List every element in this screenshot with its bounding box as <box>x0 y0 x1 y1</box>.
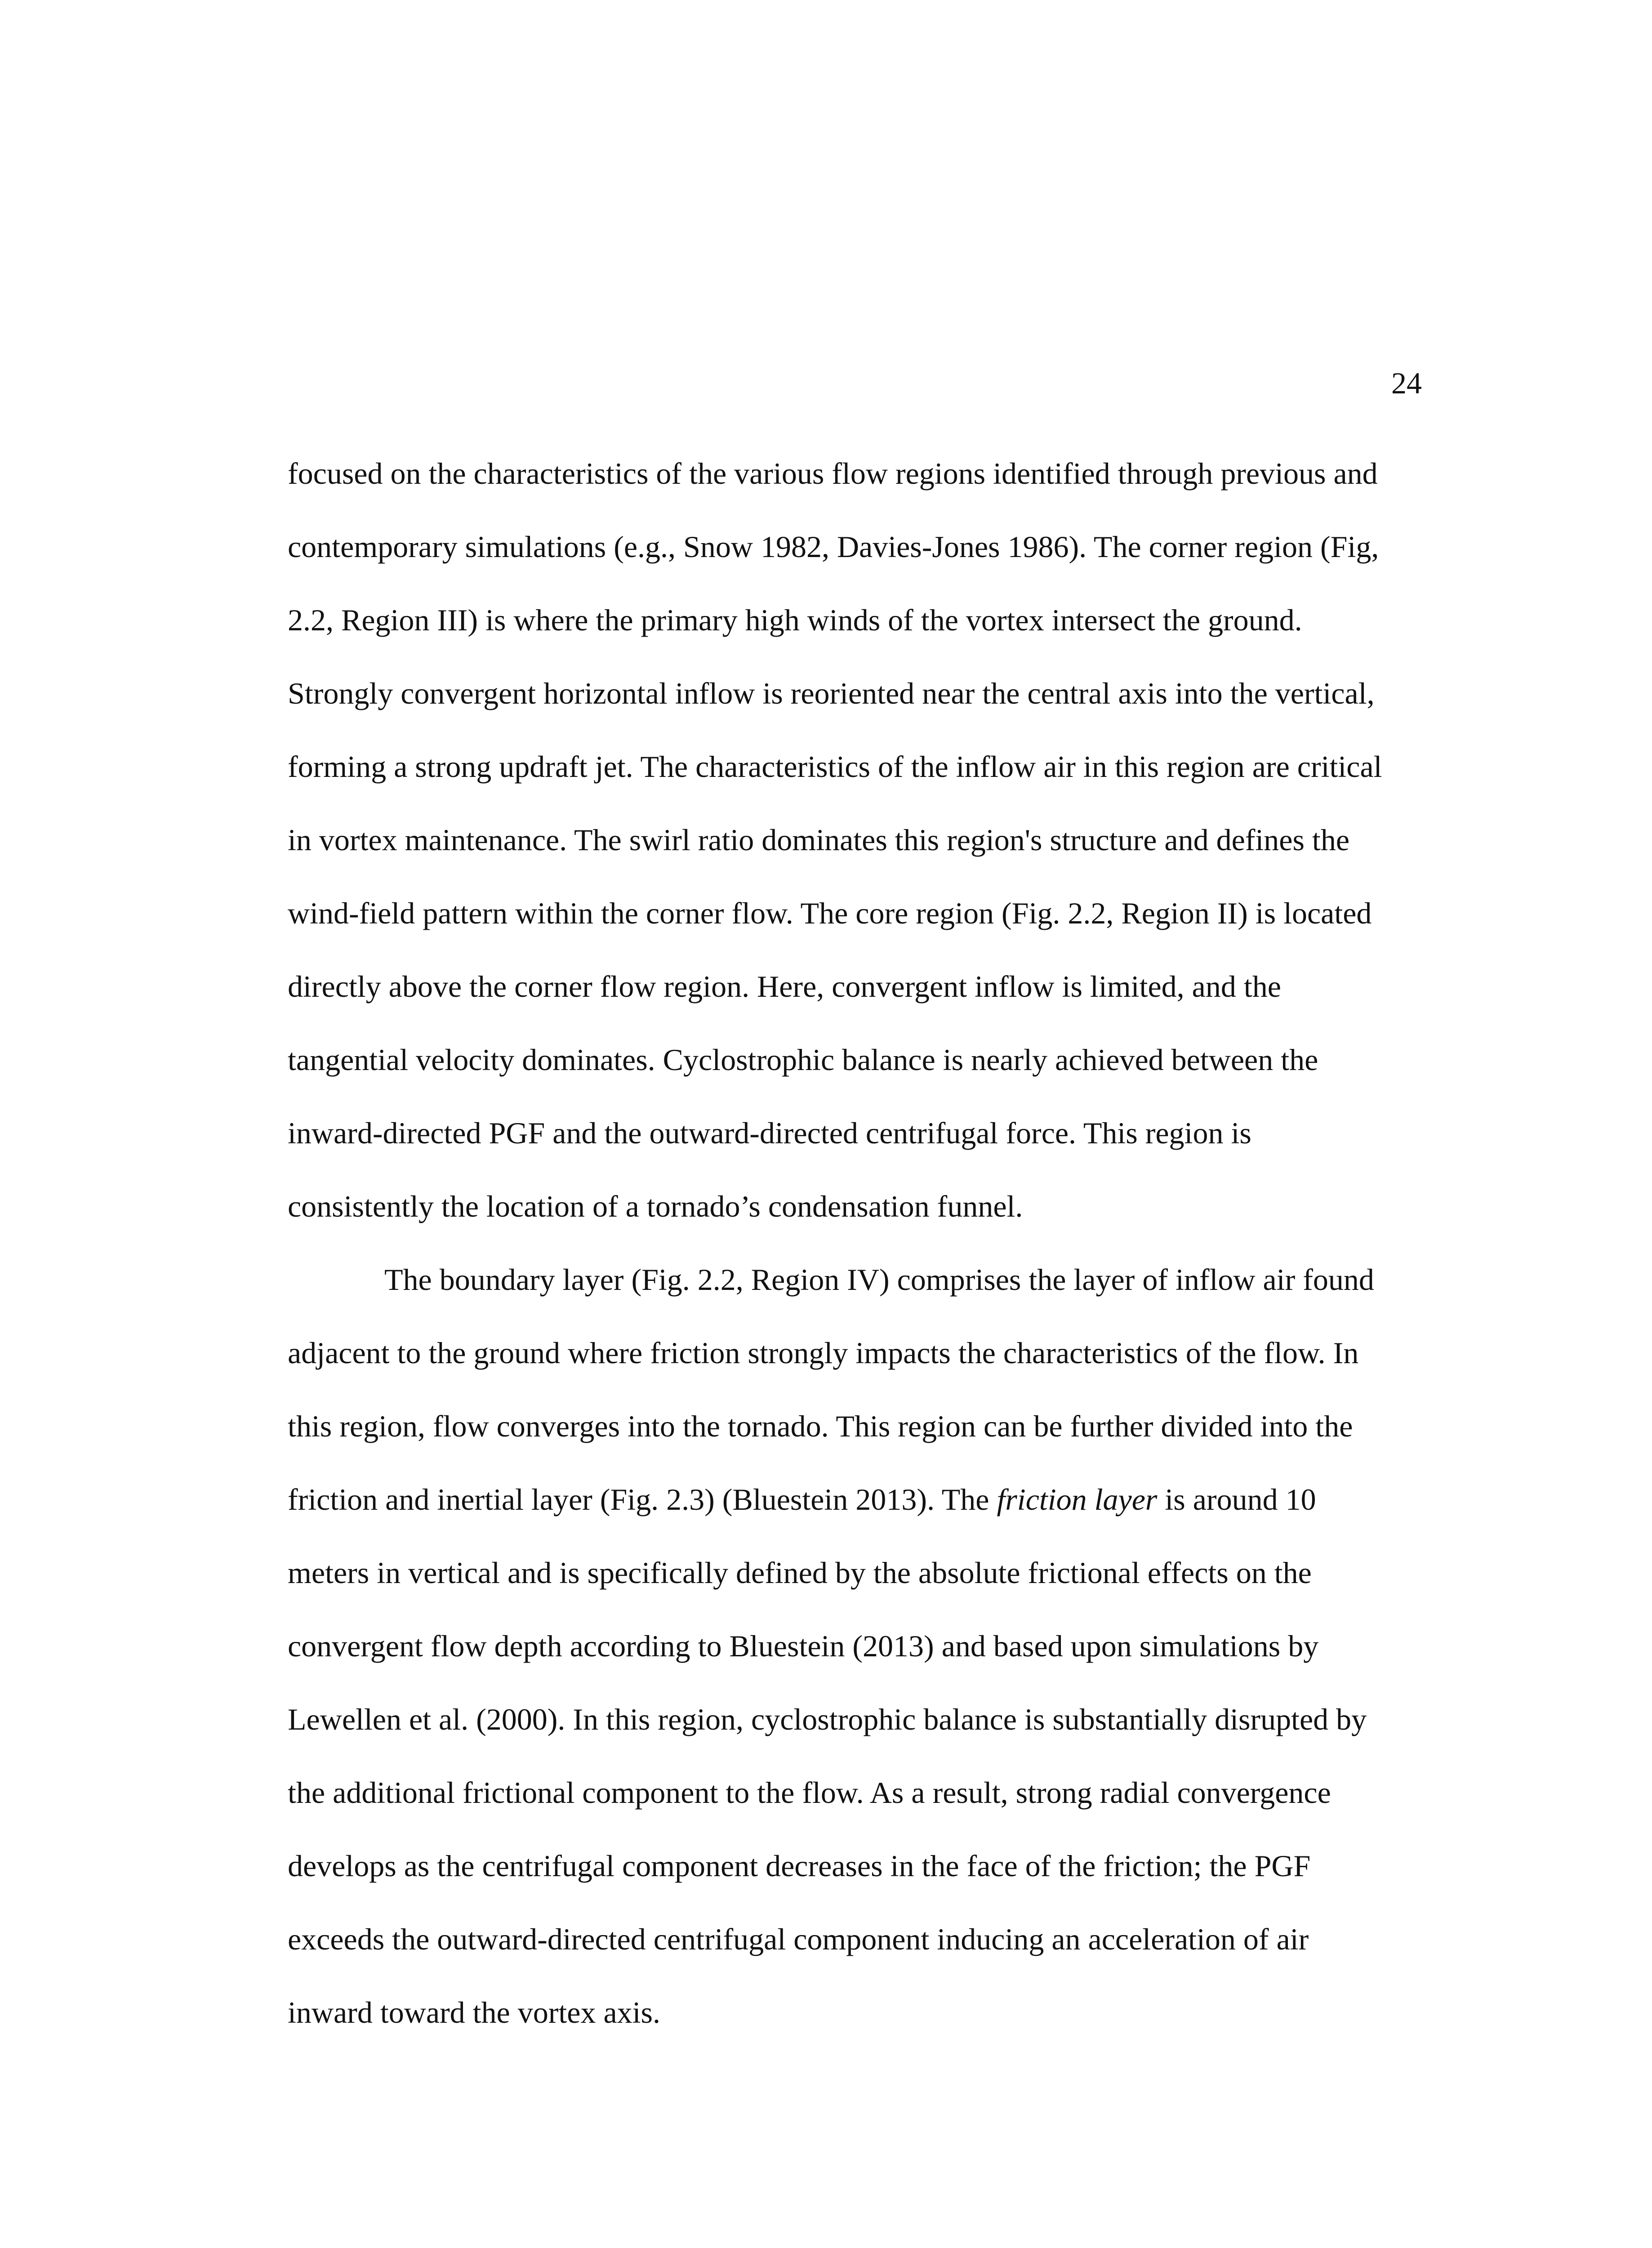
text-line: directly above the corner flow region. Here, convergent inflow is limited, and the <box>288 969 1281 1004</box>
text-line: in vortex maintenance. The swirl ratio dominates this region's structure and defines the <box>288 823 1350 857</box>
body-text <box>288 437 1420 2049</box>
text-line: adjacent to the ground where friction strongly impacts the characteristics of the flow. In <box>288 1336 1359 1370</box>
text-line: focused on the characteristics of the various flow regions identified through previous and <box>288 456 1378 491</box>
text-line: convergent flow depth according to Bluestein (2013) and based upon simulations by <box>288 1629 1319 1663</box>
page-number: 24 <box>1391 366 1422 400</box>
text-line: 2.2, Region III) is where the primary high winds of the vortex intersect the ground. <box>288 603 1302 637</box>
text-line: inward-directed PGF and the outward-directed centrifugal force. This region is <box>288 1116 1251 1150</box>
paragraph-2 <box>288 1243 1420 2049</box>
friction-layer-term: friction layer <box>997 1482 1158 1517</box>
text-segment: friction and inertial layer (Fig. 2.3) (Bluestein 2013). The <box>288 1482 997 1517</box>
text-line: contemporary simulations (e.g., Snow 1982, Davies-Jones 1986). The corner region (Fig, <box>288 530 1379 564</box>
text-line: exceeds the outward-directed centrifugal component inducing an acceleration of air <box>288 1922 1309 1956</box>
text-line: Strongly convergent horizontal inflow is reoriented near the central axis into the vertical, <box>288 676 1375 710</box>
text-line: meters in vertical and is specifically defined by the absolute frictional effects on the <box>288 1556 1312 1590</box>
text-line-with-emphasis <box>288 1463 1420 1536</box>
text-line: forming a strong updraft jet. The characteristics of the inflow air in this region are critical <box>288 749 1382 784</box>
text-line: Lewellen et al. (2000). In this region, cyclostrophic balance is substantially disrupted by <box>288 1702 1367 1736</box>
text-line-indented: The boundary layer (Fig. 2.2, Region IV) comprises the layer of inflow air found <box>384 1262 1374 1297</box>
text-line: wind-field pattern within the corner flow. The core region (Fig. 2.2, Region II) is located <box>288 896 1372 930</box>
text-line: inward toward the vortex axis. <box>288 1995 660 2029</box>
text-segment: is around 10 <box>1157 1482 1316 1517</box>
text-line: the additional frictional component to the flow. As a result, strong radial convergence <box>288 1775 1331 1810</box>
text-line: develops as the centrifugal component decreases in the face of the friction; the PGF <box>288 1849 1311 1883</box>
paragraph-1 <box>288 437 1420 1243</box>
text-line: this region, flow converges into the tornado. This region can be further divided into the <box>288 1409 1353 1443</box>
text-line: consistently the location of a tornado’s condensation funnel. <box>288 1189 1023 1223</box>
text-line: tangential velocity dominates. Cyclostrophic balance is nearly achieved between the <box>288 1043 1318 1077</box>
